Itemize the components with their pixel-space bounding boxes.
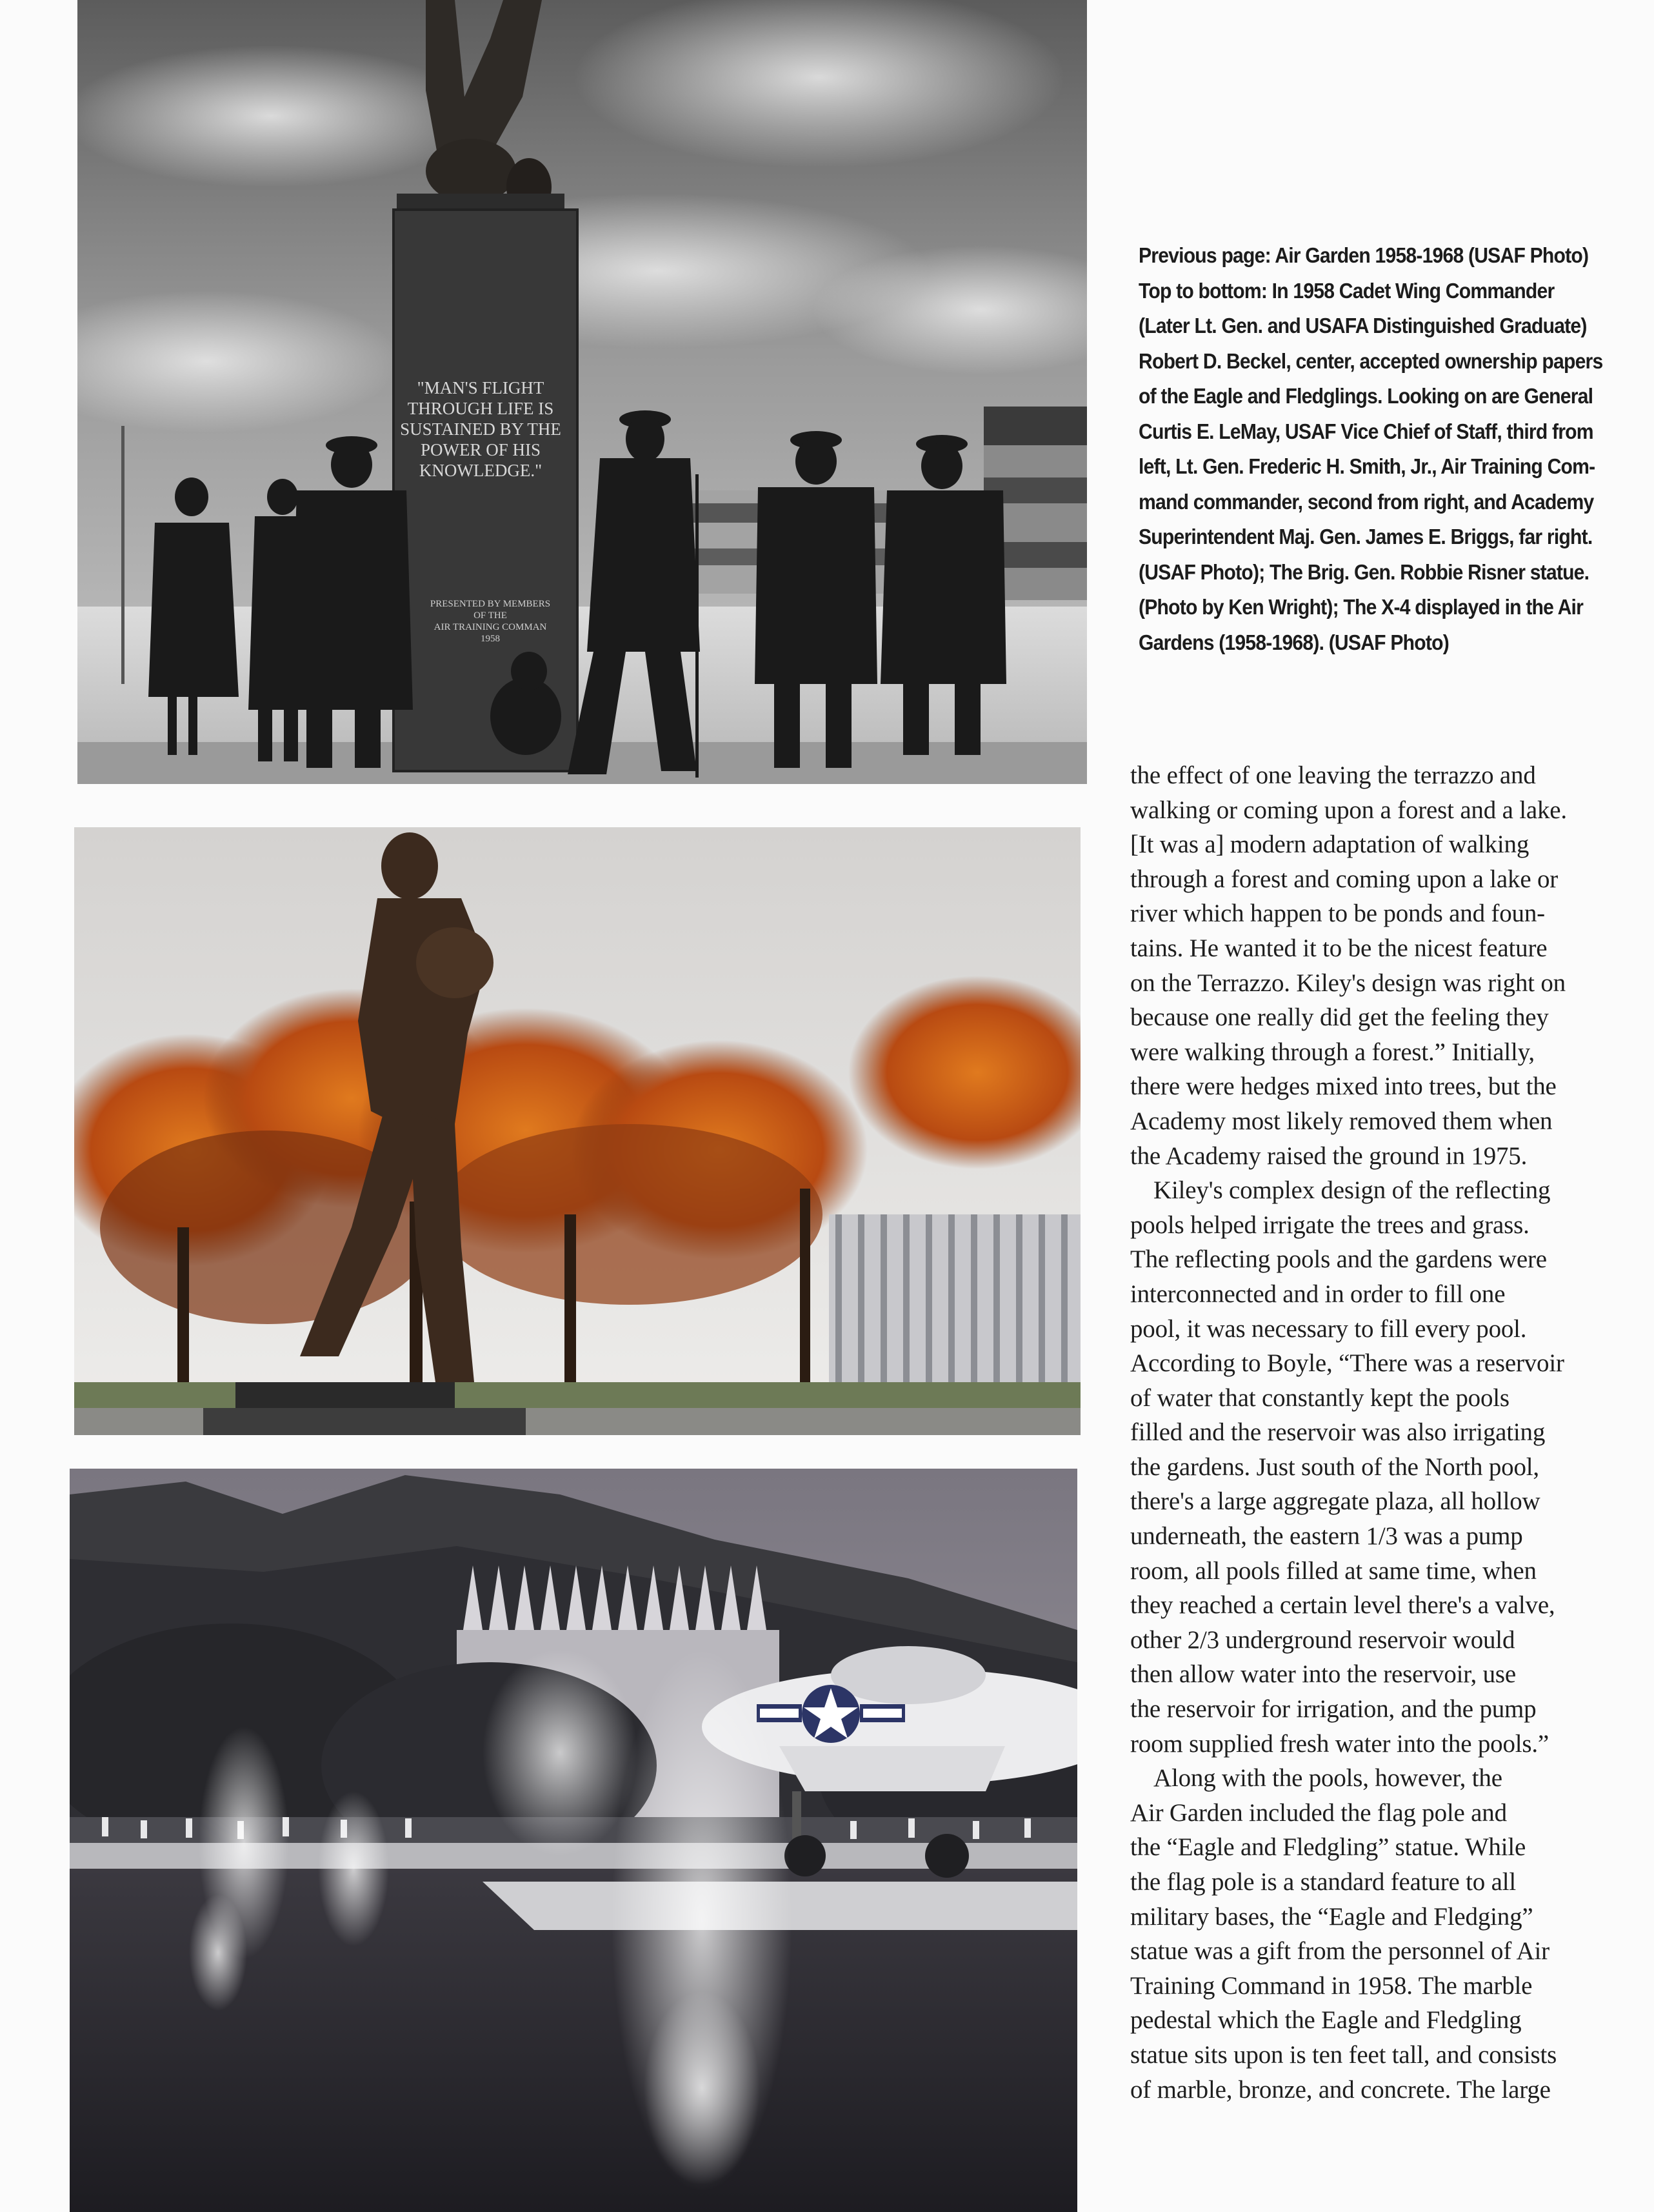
caption-line: mand commander, second from right, and Academy bbox=[1139, 490, 1594, 514]
body-line: the gardens. Just south of the North pool, bbox=[1130, 1453, 1539, 1481]
body-line: the Academy raised the ground in 1975. bbox=[1130, 1141, 1528, 1170]
photo-caption bbox=[1139, 239, 1635, 661]
caption-line: left, Lt. Gen. Frederic H. Smith, Jr., Air Training Com- bbox=[1139, 455, 1595, 479]
body-line: Academy most likely removed them when bbox=[1130, 1107, 1553, 1135]
caption-line: Previous page: Air Garden 1958-1968 (USAF Photo) bbox=[1139, 244, 1589, 268]
body-line: military bases, the “Eagle and Fledging” bbox=[1130, 1902, 1533, 1931]
body-line: Along with the pools, however, the bbox=[1153, 1764, 1502, 1793]
body-line: of marble, bronze, and concrete. The large bbox=[1130, 2075, 1551, 2104]
risner-statue-photo bbox=[74, 827, 1081, 1435]
body-line: tains. He wanted it to be the nicest feature bbox=[1130, 934, 1548, 962]
body-line: statue was a gift from the personnel of Air bbox=[1130, 1937, 1549, 1966]
body-line: interconnected and in order to fill one bbox=[1130, 1280, 1506, 1308]
body-line: the flag pole is a standard feature to all bbox=[1130, 1868, 1517, 1896]
base-line-1: PRESENTED BY MEMBERS bbox=[430, 599, 551, 609]
body-line: pedestal which the Eagle and Fledgling bbox=[1130, 2006, 1522, 2035]
body-line: [It was a] modern adaptation of walking bbox=[1130, 830, 1529, 859]
body-line: pools helped irrigate the trees and grass. bbox=[1130, 1211, 1529, 1239]
body-line: the “Eagle and Fledgling” statue. While bbox=[1130, 1833, 1526, 1862]
body-line: river which happen to be ponds and foun- bbox=[1130, 900, 1545, 928]
caption-line: Gardens (1958-1968). (USAF Photo) bbox=[1139, 630, 1449, 655]
plaque-line-1: "MAN'S FLIGHT bbox=[417, 378, 544, 397]
caption-line: (Later Lt. Gen. and USAFA Distinguished Graduate) bbox=[1139, 314, 1587, 338]
caption-line: Top to bottom: In 1958 Cadet Wing Commander bbox=[1139, 279, 1555, 303]
eagle-statue-photo bbox=[77, 0, 1087, 784]
body-line: were walking through a forest.” Initially, bbox=[1130, 1038, 1535, 1066]
body-line: other 2/3 underground reservoir would bbox=[1130, 1625, 1515, 1654]
plaque-line-5: KNOWLEDGE." bbox=[419, 461, 543, 480]
body-line: through a forest and coming upon a lake or bbox=[1130, 865, 1559, 893]
caption-line: Robert D. Beckel, center, accepted ownership papers bbox=[1139, 349, 1603, 374]
base-line-2: OF THE bbox=[473, 610, 507, 621]
body-line: because one really did get the feeling they bbox=[1130, 1003, 1549, 1032]
body-line: According to Boyle, “There was a reservoir bbox=[1130, 1349, 1564, 1378]
base-line-3: AIR TRAINING COMMAN bbox=[433, 622, 547, 632]
plaque-line-4: POWER OF HIS bbox=[420, 440, 541, 459]
body-line: Air Garden included the flag pole and bbox=[1130, 1798, 1507, 1827]
body-line: on the Terrazzo. Kiley's design was right on bbox=[1130, 969, 1566, 997]
body-line: the effect of one leaving the terrazzo and bbox=[1130, 761, 1536, 789]
body-line: underneath, the eastern 1/3 was a pump bbox=[1130, 1522, 1523, 1551]
body-line: of water that constantly kept the pools bbox=[1130, 1383, 1510, 1412]
caption-line: (USAF Photo); The Brig. Gen. Robbie Risner statue. bbox=[1139, 560, 1589, 585]
caption-line: (Photo by Ken Wright); The X-4 displayed in the Air bbox=[1139, 596, 1584, 619]
body-line: Kiley's complex design of the reflecting bbox=[1153, 1176, 1551, 1205]
plaque-line-3: SUSTAINED BY THE bbox=[400, 419, 561, 439]
body-line: the reservoir for irrigation, and the pump bbox=[1130, 1695, 1537, 1724]
body-line: there's a large aggregate plaza, all hollow bbox=[1130, 1487, 1540, 1516]
x4-aircraft-photo bbox=[70, 1469, 1077, 2212]
body-line: Training Command in 1958. The marble bbox=[1130, 1971, 1533, 2000]
body-line: there were hedges mixed into trees, but the bbox=[1130, 1072, 1557, 1101]
body-line: room, all pools filled at same time, when bbox=[1130, 1556, 1537, 1585]
body-line: room supplied fresh water into the pools.” bbox=[1130, 1729, 1549, 1758]
base-line-4: 1958 bbox=[481, 634, 500, 644]
plaque-line-2: THROUGH LIFE IS bbox=[407, 399, 554, 418]
caption-line: of the Eagle and Fledglings. Looking on are General bbox=[1139, 385, 1593, 408]
body-line: The reflecting pools and the gardens were bbox=[1130, 1245, 1547, 1274]
caption-line: Curtis E. LeMay, USAF Vice Chief of Staff, third from bbox=[1139, 419, 1593, 444]
body-line: walking or coming upon a forest and a lake. bbox=[1130, 796, 1567, 824]
body-line: pool, it was necessary to fill every pool. bbox=[1130, 1314, 1527, 1343]
body-line: filled and the reservoir was also irrigating bbox=[1130, 1418, 1546, 1447]
caption-line: Superintendent Maj. Gen. James E. Briggs, far right. bbox=[1139, 525, 1593, 549]
body-text bbox=[1130, 758, 1633, 2107]
body-line: then allow water into the reservoir, use bbox=[1130, 1660, 1516, 1689]
body-line: statue sits upon is ten feet tall, and consists bbox=[1130, 2040, 1557, 2069]
body-line: they reached a certain level there's a valve, bbox=[1130, 1591, 1555, 1620]
